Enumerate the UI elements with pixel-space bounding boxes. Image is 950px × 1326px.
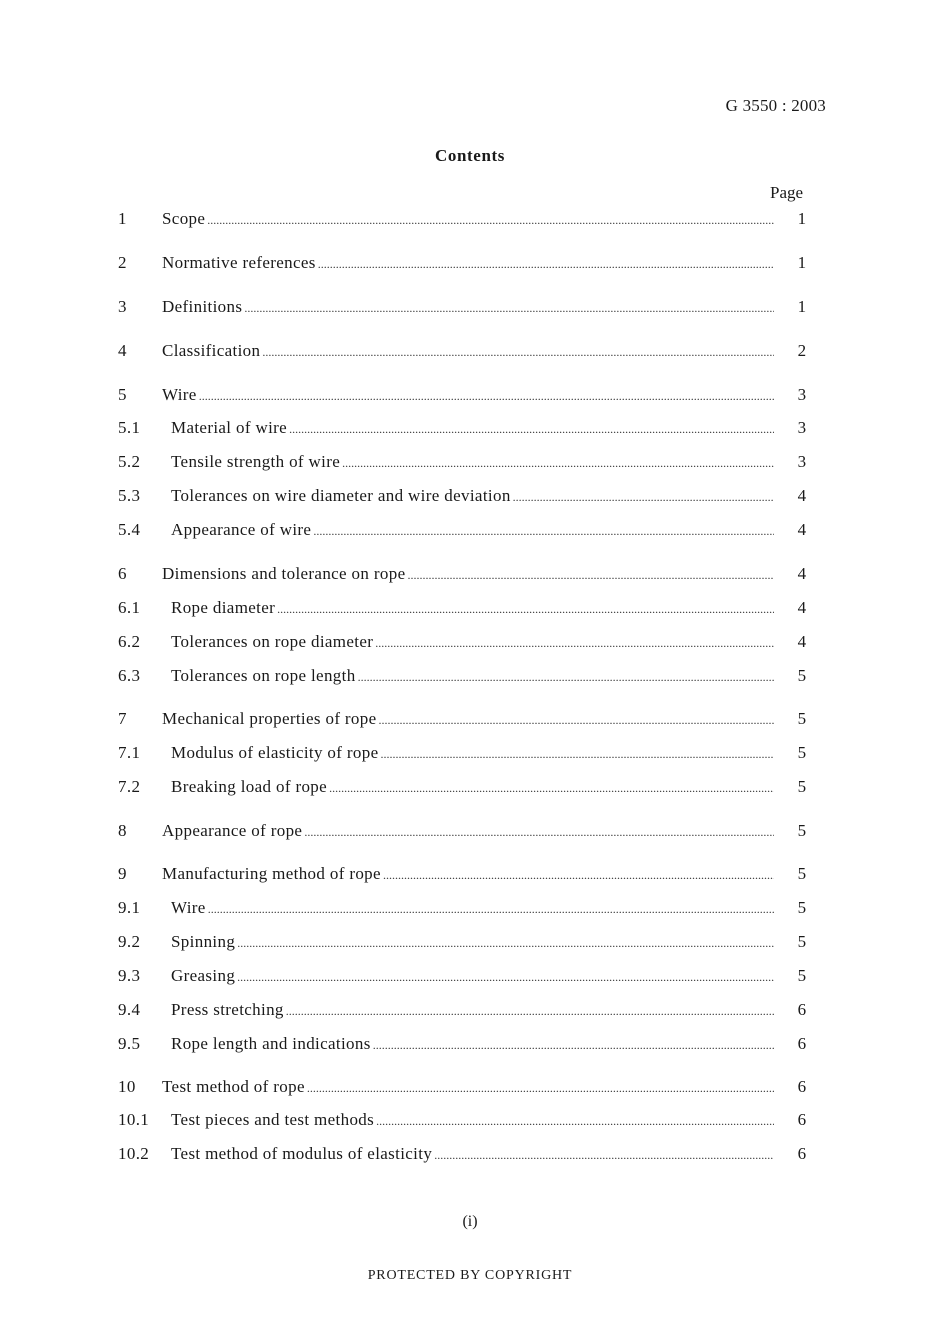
toc-entry-number: 9.1 (118, 898, 141, 917)
dot-leader (277, 602, 774, 617)
toc-entry[interactable] (118, 385, 810, 409)
toc-entry-title: Dimensions and tolerance on rope (162, 564, 406, 583)
dot-leader (286, 1004, 774, 1019)
toc-entry-title: Test pieces and test methods (171, 1110, 375, 1129)
toc-entry-page: 5 (797, 898, 807, 917)
toc-entry-page: 4 (797, 632, 807, 651)
toc-entry-number: 5.1 (118, 418, 141, 437)
toc-entry-number: 5 (118, 385, 127, 404)
toc-entry-number: 2 (118, 253, 127, 272)
toc-entry[interactable] (118, 564, 810, 588)
toc-entry-page: 6 (797, 1110, 807, 1129)
toc-entry-title: Classification (162, 341, 261, 360)
toc-entry-title: Manufacturing method of rope (162, 864, 381, 883)
dot-leader (407, 568, 774, 583)
toc-entry[interactable] (118, 1000, 810, 1024)
toc-entry-page: 5 (797, 932, 807, 951)
toc-entry[interactable] (118, 1144, 810, 1168)
dot-leader (342, 456, 774, 471)
page-title: Contents (435, 146, 505, 165)
toc-entry-page: 5 (797, 666, 807, 685)
dot-leader (381, 747, 774, 762)
toc-entry[interactable] (118, 452, 810, 476)
toc-entry-page: 1 (797, 253, 807, 272)
dot-leader (207, 213, 774, 228)
toc-entry[interactable] (118, 418, 810, 442)
toc-entry[interactable] (118, 898, 810, 922)
toc-entry-number: 10.2 (118, 1144, 150, 1163)
toc-entry-page: 4 (797, 564, 807, 583)
toc-entry[interactable] (118, 209, 810, 233)
dot-leader (289, 422, 774, 437)
toc-entry-page: 4 (797, 520, 807, 539)
copyright-notice: PROTECTED BY COPYRIGHT (367, 1268, 573, 1283)
toc-entry[interactable] (118, 777, 810, 801)
toc-entry[interactable] (118, 520, 810, 544)
toc-entry-title: Mechanical properties of rope (162, 709, 377, 728)
toc-entry-number: 10 (118, 1077, 136, 1096)
toc-entry-title: Normative references (162, 253, 316, 272)
toc-entry[interactable] (118, 598, 810, 622)
dot-leader (434, 1148, 774, 1163)
toc-entry-title: Tensile strength of wire (171, 452, 341, 471)
toc-entry[interactable] (118, 341, 810, 365)
toc-entry-number: 1 (118, 209, 127, 228)
toc-entry[interactable] (118, 743, 810, 767)
toc-entry-title: Modulus of elasticity of rope (171, 743, 379, 762)
toc-entry-title: Press stretching (171, 1000, 284, 1019)
toc-entry-title: Wire (162, 385, 197, 404)
dot-leader (208, 902, 774, 917)
toc-entry-number: 10.1 (118, 1110, 150, 1129)
toc-entry[interactable] (118, 966, 810, 990)
dot-leader (313, 524, 774, 539)
toc-entry-title: Tolerances on rope length (171, 666, 356, 685)
toc-entry-page: 3 (797, 418, 807, 437)
toc-entry-number: 6.1 (118, 598, 141, 617)
toc-entry-number: 5.2 (118, 452, 141, 471)
toc-entry-title: Tolerances on wire diameter and wire deviation (171, 486, 511, 505)
document-id: G 3550 : 2003 (725, 96, 826, 115)
footer-page-number: (i) (462, 1213, 478, 1230)
toc-entry-number: 7.2 (118, 777, 141, 796)
toc-entry-number: 5.3 (118, 486, 141, 505)
dot-leader (244, 301, 774, 316)
toc-entry-title: Rope diameter (171, 598, 276, 617)
page-column-label: Page (770, 183, 804, 202)
toc-entry[interactable] (118, 932, 810, 956)
toc-entry-number: 9.5 (118, 1034, 141, 1053)
toc-entry[interactable] (118, 253, 810, 277)
toc-entry-title: Material of wire (171, 418, 288, 437)
toc-entry-page: 6 (797, 1077, 807, 1096)
toc-entry-title: Test method of rope (162, 1077, 305, 1096)
toc-entry-page: 5 (797, 709, 807, 728)
dot-leader (379, 713, 774, 728)
toc-entry-page: 3 (797, 385, 807, 404)
toc-entry-title: Spinning (171, 932, 236, 951)
dot-leader (237, 970, 774, 985)
toc-entry-page: 3 (797, 452, 807, 471)
toc-entry-page: 5 (797, 777, 807, 796)
dot-leader (376, 1114, 774, 1129)
dot-leader (375, 636, 774, 651)
toc-entry-number: 6 (118, 564, 127, 583)
toc-entry-number: 8 (118, 821, 127, 840)
dot-leader (199, 389, 774, 404)
toc-entry-number: 6.3 (118, 666, 141, 685)
toc-entry-page: 5 (797, 864, 807, 883)
toc-entry[interactable] (118, 1110, 810, 1134)
toc-entry-title: Rope length and indications (171, 1034, 371, 1053)
toc-entry-page: 6 (797, 1144, 807, 1163)
toc-entry-page: 4 (797, 486, 807, 505)
toc-entry[interactable] (118, 1077, 810, 1101)
toc-entry-page: 6 (797, 1034, 807, 1053)
toc-entry[interactable] (118, 486, 810, 510)
toc-entry[interactable] (118, 864, 810, 888)
toc-entry-page: 4 (797, 598, 807, 617)
toc-entry-number: 9.2 (118, 932, 141, 951)
toc-entry-title: Test method of modulus of elasticity (171, 1144, 433, 1163)
toc-entry-number: 7.1 (118, 743, 141, 762)
toc-entry[interactable] (118, 709, 810, 733)
toc-entry[interactable] (118, 1034, 810, 1058)
toc-entry-title: Appearance of rope (162, 821, 303, 840)
dot-leader (329, 781, 774, 796)
toc-entry-number: 7 (118, 709, 127, 728)
toc-entry[interactable] (118, 666, 810, 690)
toc-entry-number: 5.4 (118, 520, 141, 539)
toc-entry-number: 9.4 (118, 1000, 141, 1019)
toc-entry-page: 1 (797, 297, 807, 316)
dot-leader (307, 1081, 774, 1096)
dot-leader (304, 825, 774, 840)
toc-entry-page: 5 (797, 966, 807, 985)
toc-entry-title: Tolerances on rope diameter (171, 632, 374, 651)
dot-leader (373, 1038, 774, 1053)
toc-entry-page: 6 (797, 1000, 807, 1019)
toc-entry[interactable] (118, 821, 810, 845)
toc-entry-title: Appearance of wire (171, 520, 312, 539)
toc-entry[interactable] (118, 297, 810, 321)
dot-leader (318, 257, 774, 272)
toc-entry-number: 4 (118, 341, 127, 360)
toc-entry-page: 5 (797, 821, 807, 840)
toc-entry-title: Breaking load of rope (171, 777, 328, 796)
toc-entry-title: Definitions (162, 297, 243, 316)
toc-entry-title: Wire (171, 898, 206, 917)
dot-leader (383, 868, 774, 883)
toc-entry-page: 5 (797, 743, 807, 762)
toc-entry-page: 2 (797, 341, 807, 360)
toc-entry-number: 9 (118, 864, 127, 883)
toc-entry-title: Greasing (171, 966, 236, 985)
toc-entry[interactable] (118, 632, 810, 656)
dot-leader (237, 936, 774, 951)
dot-leader (358, 670, 774, 685)
dot-leader (262, 345, 774, 360)
toc-entry-page: 1 (797, 209, 807, 228)
toc-entry-number: 3 (118, 297, 127, 316)
toc-entry-title: Scope (162, 209, 206, 228)
toc-entry-number: 9.3 (118, 966, 141, 985)
dot-leader (513, 490, 774, 505)
toc-entry-number: 6.2 (118, 632, 141, 651)
